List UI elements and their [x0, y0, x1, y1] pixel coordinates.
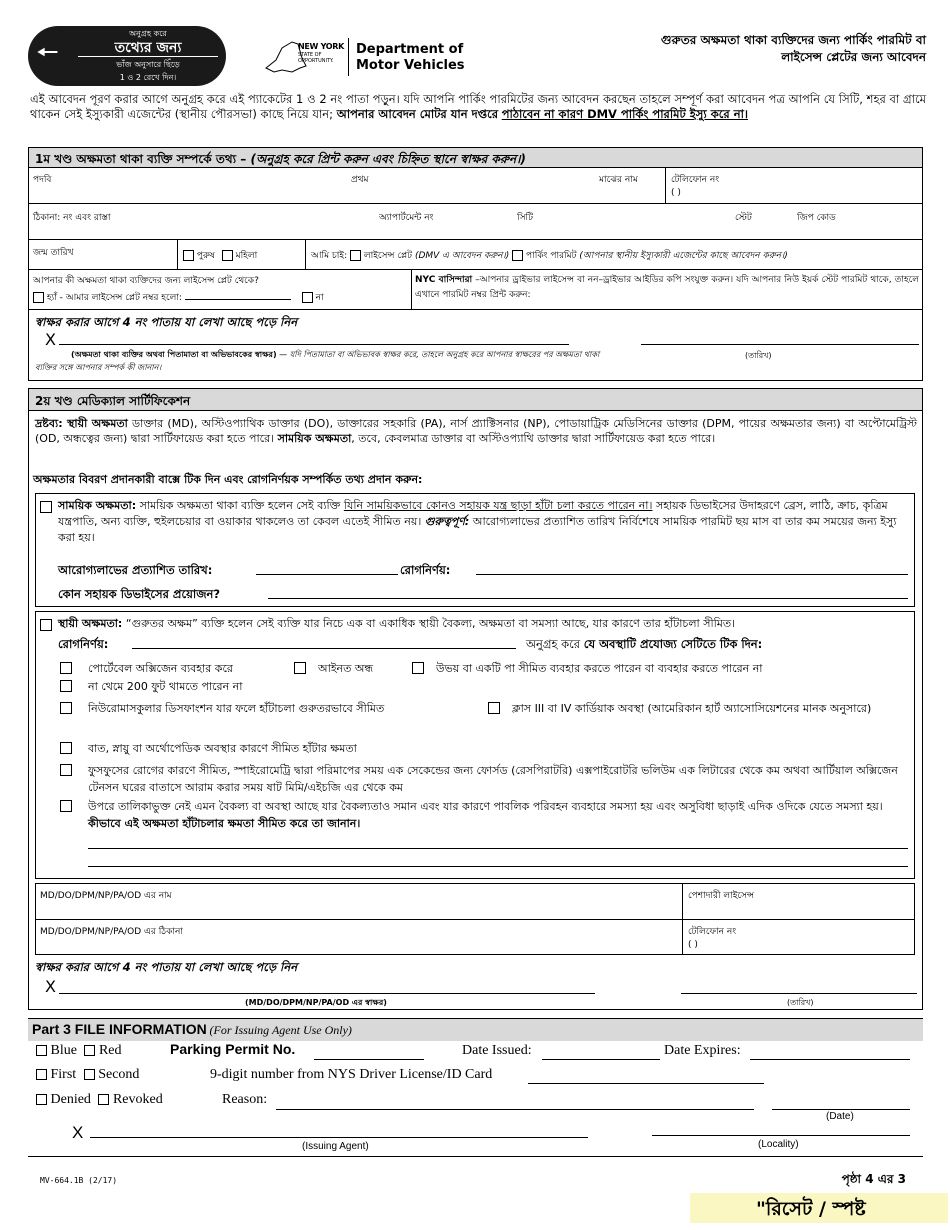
- applicant-signature-label: (অক্ষমতা থাকা ব্যক্তির অথবা পিতামাতা বা অভিভাবকের স্বাক্ষর): [71, 350, 277, 359]
- permanent-disability-box: [35, 611, 915, 879]
- doctor-info-table: [35, 883, 915, 955]
- apartment-label: অ্যাপার্টমেন্ট নং: [379, 213, 434, 223]
- address-label: ঠিকানা: নং এবং রাস্তা: [33, 213, 111, 223]
- want-divider: [305, 240, 306, 270]
- nine-digit-label: 9-digit number from NYS Driver License/ID Card: [210, 1067, 493, 1082]
- assistive-device-input[interactable]: [268, 598, 908, 599]
- red-checkbox[interactable]: [84, 1045, 95, 1056]
- phone-label: টেলিফোন নং: [671, 175, 720, 185]
- parking-permit-no-label: Parking Permit No.: [170, 1041, 296, 1057]
- sex-divider: [177, 240, 178, 270]
- temp-diagnosis-input[interactable]: [476, 574, 908, 575]
- no-plate-label: না: [315, 293, 324, 303]
- applicant-date-line[interactable]: [641, 344, 919, 345]
- yes-plate-checkbox[interactable]: [33, 292, 44, 303]
- revoked-checkbox[interactable]: [98, 1094, 109, 1105]
- perm-check-instruction: যে অবস্থাটি প্রযোজ্য সেটিতে টিক দিন:: [583, 637, 763, 651]
- doctor-date-line[interactable]: [681, 993, 917, 994]
- second-label: Second: [98, 1067, 140, 1082]
- applicant-signature-line[interactable]: [59, 344, 569, 345]
- doctor-address-label: MD/DO/DPM/NP/PA/OD এর ঠিকানা: [40, 927, 183, 937]
- cardiac-label: ক্লাস III বা IV কার্ডিয়াক অবস্থা (আমেরিকান হার্ট অ্যাসোসিয়েশনের মানক অনুসারে): [512, 702, 872, 715]
- state-label: স্টেট: [735, 213, 752, 223]
- dept-line-1: Department of: [356, 42, 464, 57]
- perm-please-label: অনুগ্রহ করে: [526, 637, 581, 651]
- blue-label: Blue: [50, 1043, 77, 1058]
- professional-license-label: পেশাদারী লাইসেন্স: [688, 891, 755, 901]
- permanent-disability-text: “গুরুতর অক্ষম” ব্যক্তি হলেন সেই ব্যক্তি যার নিচে এক বা একাধিক স্থায়ী বৈকল্য, অক্ষমতা বা সমস্যা আছে, যার কারণে তার হাঁটাচলা সীমিত।: [125, 617, 736, 630]
- revoked-label: Revoked: [112, 1092, 163, 1107]
- doctor-phone-label: টেলিফোন নং: [688, 927, 737, 937]
- issuing-agent-signature-line[interactable]: [90, 1137, 588, 1138]
- nyc-residents-label: NYC বাসিন্দারা: [415, 275, 473, 285]
- dept-name: [356, 42, 465, 74]
- temp-diagnosis-label: রোগনির্ণয়:: [400, 563, 451, 577]
- red-label: Red: [98, 1043, 122, 1058]
- reason-date-input[interactable]: [772, 1109, 910, 1110]
- temporary-disability-examples: সহায়ক ডিভাইসের উদাহরণে ব্রেস, লাঠি, ক্রাচ, কৃত্রিম যন্ত্রপাতি, অন্য ব্যক্তি, হুইলচেয়ার বা ওয়াকার থাকলেও তা কেবল এতেই সীমিত নয়।: [58, 499, 888, 528]
- yes-plate-label: হ্যাঁ - আমার লাইসেন্স প্লেট নম্বর হলো:: [46, 293, 182, 303]
- legs-checkbox[interactable]: [412, 662, 424, 674]
- part1-title: 1ম খণ্ড অক্ষমতা থাকা ব্যক্তি সম্পর্কে তথ্য –: [35, 152, 247, 166]
- ny-logo-line-1: NEW YORK: [298, 42, 345, 51]
- name-row: [29, 168, 922, 204]
- intro-text: এই আবেদন পূরণ করার আগে অনুগ্রহ করে এই প্যাকেটের 1 ও 2 নং পাতা পড়ুন। যদি আপনি পার্কিং পারমিটের জন্য আবেদন করছেন তাহলে সম্পূর্ণ করা আবেদন পত্র আপনি যে সিটি, শহর বা গ্রামে থাকেন সেই ইস্যুকারী এজেন্টের (স্থানীয় পৌরসভা) কাছে নিয়ে যান;: [30, 92, 926, 121]
- plate-question-row: [29, 270, 922, 310]
- ny-logo-line-2: STATE OF: [298, 52, 322, 58]
- reset-clear-button[interactable]: [690, 1193, 948, 1223]
- professional-license-input[interactable]: [686, 898, 912, 918]
- last-name-label: পদবি: [33, 175, 52, 185]
- temporary-disability-label: সাময়িক অক্ষমতা:: [58, 499, 137, 512]
- intro-bold-underline: পাঠাবেন না কারণ DMV পার্কিং পারমিট ইস্যু করে না।: [501, 107, 749, 121]
- nyc-divider: [411, 270, 412, 310]
- part3-header: [28, 1019, 923, 1041]
- locality-label: (Locality): [758, 1139, 799, 1150]
- part1-section: [28, 147, 923, 381]
- part2-header: 2য় খণ্ড মেডিক্যাল সার্টিফিকেশন: [29, 389, 922, 411]
- doctor-address-input[interactable]: [38, 934, 678, 952]
- male-checkbox[interactable]: [183, 250, 194, 261]
- doctor-date-label: (তারিখ): [787, 998, 814, 1007]
- license-plate-label: লাইসেন্স প্লেট: [363, 251, 413, 261]
- part1-sign-x: X: [45, 330, 56, 349]
- ny-logo-line-3: OPPORTUNITY.: [298, 58, 334, 64]
- reason-date-label: (Date): [826, 1111, 854, 1122]
- phone-divider: [665, 168, 666, 204]
- no-plate-checkbox[interactable]: [302, 292, 313, 303]
- city-label: সিটি: [517, 213, 533, 223]
- first-name-label: প্রথম: [351, 175, 369, 185]
- temporary-disability-box: [35, 493, 915, 607]
- doctor-phone-input[interactable]: [716, 934, 912, 952]
- part2-note-text: ডাক্তার (MD), অস্টিওপ্যাথিক ডাক্তার (DO), ডাক্তারের সহকারি (PA), নার্স প্র্যাক্টিসনার (NP), পোডায়াট্রিক মেডিসিনের ডাক্তার (DPM, পায়ের অক্ষমতার জন্য) বা অপ্টোমেট্রিস্ট (OD, অন্ধত্বের জন্য) দ্বারা সার্টিফায়েড করা হতে পারে।: [35, 417, 917, 445]
- intro-bold: আপনার আবেদন মোটর যান দপ্তরে: [336, 107, 499, 121]
- other-condition-checkbox[interactable]: [60, 800, 72, 812]
- badge-line-4: 1 ও 2 রেখে দিন।: [119, 73, 177, 82]
- dob-label: জন্ম তারিখ: [33, 248, 74, 258]
- lung-disease-checkbox[interactable]: [60, 764, 72, 776]
- address-input[interactable]: [31, 218, 919, 238]
- parking-permit-note: (আপনার স্থানীয় ইস্যুকারী এজেন্টের কাছে আবেদন করুন।): [579, 251, 788, 261]
- has-plate-question: আপনার কী অক্ষমতা থাকা ব্যক্তিদের জন্য লাইসেন্স প্লেট থেকে?: [33, 276, 259, 286]
- badge-line-1: অনুগ্রহ করে: [129, 29, 167, 38]
- want-label: আমি চাই:: [311, 251, 348, 261]
- license-plate-checkbox[interactable]: [350, 250, 361, 261]
- doctor-name-input[interactable]: [38, 898, 678, 918]
- neuromuscular-checkbox[interactable]: [60, 702, 72, 714]
- oxygen-checkbox[interactable]: [60, 662, 72, 674]
- middle-name-label: মাঝের নাম: [599, 175, 638, 185]
- part1-read-before-sign: স্বাক্ষর করার আগে 4 নং পাতায় যা লেখা আছে পড়ে নিন: [35, 315, 298, 329]
- logo-divider: [348, 38, 349, 76]
- license-plate-note: (DMV এ আবেদন করুন।): [414, 251, 510, 261]
- form-title-line-1: গুরুতর অক্ষমতা থাকা ব্যক্তিদের জন্য পার্কিং পারমিট বা: [660, 33, 926, 47]
- recovery-date-label: আরোগ্যলাভের প্রত্যাশিত তারিখ:: [58, 563, 213, 577]
- doctor-signature-line[interactable]: [59, 993, 595, 994]
- date-issued-input[interactable]: [542, 1059, 660, 1060]
- other-condition-input-line-1[interactable]: [88, 848, 908, 849]
- doctor-signature-label: (MD/DO/DPM/NP/PA/OD এর স্বাক্ষর): [245, 998, 387, 1007]
- other-condition-input-line-2[interactable]: [88, 866, 908, 867]
- phone-input[interactable]: [669, 178, 919, 202]
- dob-input[interactable]: [31, 252, 171, 268]
- reset-clear-label: "রিসেট / স্পষ্ট: [756, 1198, 866, 1220]
- part1-header: [29, 148, 922, 168]
- part2-read-before-sign: স্বাক্ষর করার আগে 4 নং পাতায় যা লেখা আছে পড়ে নিন: [35, 960, 298, 974]
- temporary-disability-checkbox[interactable]: [40, 501, 52, 513]
- date-expires-input[interactable]: [750, 1059, 910, 1060]
- temporary-disability-text: সাময়িক অক্ষমতা থাকা ব্যক্তি হলেন সেই ব্যক্তি: [139, 499, 341, 512]
- part3-title: Part 3 FILE INFORMATION: [32, 1021, 207, 1037]
- badge-line-2: তথ্যের জন্য: [78, 41, 218, 57]
- parking-permit-label: পার্কিং পারমিট: [526, 251, 577, 261]
- legs-label: উভয় বা একটি পা সীমিত ব্যবহার করতে পারেন বা ব্যবহার করতে পারেন না: [436, 662, 763, 675]
- permanent-disability-label: স্থায়ী অক্ষমতা:: [58, 617, 123, 630]
- 200ft-label: না থেমে 200 ফুট থামতে পারেন না: [88, 680, 243, 693]
- denied-label: Denied: [50, 1092, 91, 1107]
- phone-area-code: ( ): [671, 188, 681, 198]
- date-expires-label: Date Expires:: [664, 1043, 741, 1058]
- arthritic-checkbox[interactable]: [60, 742, 72, 754]
- oxygen-label: পোর্টেবেল অক্সিজেন ব্যবহার করে: [88, 662, 233, 675]
- badge-line-3: ভাঁজ অনুসারে ছিঁড়ে: [116, 60, 180, 69]
- important-text: আরোগ্যলাভের প্রত্যাশিত তারিখ নির্বিশেষে সাময়িক পারমিট ছয় মাস বা তার কম সময়ের জন্য ইস্যু করা হয়।: [58, 515, 897, 544]
- part3-section: [28, 1018, 923, 1156]
- page-number: পৃষ্ঠা 4 এর 3: [841, 1172, 906, 1186]
- important-label: গুরুত্বপূর্ণ:: [424, 515, 470, 528]
- date-issued-label: Date Issued:: [462, 1043, 532, 1058]
- intro-paragraph: [30, 92, 926, 122]
- doctor-phone-area-code: ( ): [688, 940, 698, 950]
- tear-badge: [28, 26, 226, 86]
- other-condition-instruction: কীভাবে এই অক্ষমতা হাঁটাচলার ক্ষমতা সীমিত করে তা জানান।: [88, 817, 361, 830]
- first-label: First: [50, 1067, 77, 1082]
- part2-note-bold-2: সাময়িক অক্ষমতা: [277, 432, 352, 445]
- legally-blind-label: আইনত অন্ধ: [318, 662, 374, 675]
- part3-sign-x: X: [72, 1123, 84, 1142]
- part3-bottom-rule: [28, 1156, 923, 1157]
- 200ft-checkbox[interactable]: [60, 680, 72, 692]
- name-input[interactable]: [31, 178, 661, 202]
- ny-state-logo: [262, 38, 352, 78]
- denied-checkbox[interactable]: [36, 1094, 47, 1105]
- locality-line[interactable]: [652, 1135, 910, 1136]
- part2-instruction: অক্ষমতার বিবরণ প্রদানকারী বাক্সে টিক দিন এবং রোগনির্ণয়ক সম্পর্কিত তথ্য প্রদান করুন:: [33, 473, 423, 486]
- neuromuscular-label: নিউরোমাসকুলার ডিসফাংশন যার ফলে হাঁটাচলা গুরুতরভাবে সীমিত: [88, 702, 385, 715]
- lung-disease-label: ফুসফুসের রোগের কারণে সীমিত, স্পাইরোমেট্রি দ্বারা পরিমাপের সময় এক সেকেন্ডের জন্য ফোর্সড (রেসপিরাটরি) এক্সপাইরোটরি ভলিউম এক লিটারের থেকে কম অথবা আর্টিয়াল অক্সিজেন টেনসন ঘরের বাতাসে আরাম করার সময় ষাট মিমি/এইচজি এর থেকে কম: [88, 764, 898, 794]
- male-label: পুরুষ: [196, 251, 215, 261]
- parking-permit-checkbox[interactable]: [512, 250, 523, 261]
- cardiac-checkbox[interactable]: [488, 702, 500, 714]
- parking-permit-no-input[interactable]: [314, 1059, 424, 1060]
- female-checkbox[interactable]: [222, 250, 233, 261]
- part2-sign-x: X: [45, 977, 56, 996]
- form-title-line-2: লাইসেন্স প্লেটের জন্য আবেদন: [781, 50, 926, 64]
- permanent-disability-checkbox[interactable]: [40, 619, 52, 631]
- first-checkbox[interactable]: [36, 1069, 47, 1080]
- arthritic-label: বাত, স্নায়ু বা অর্থোপেডিক অবস্থার কারণে সীমিত হাঁটার ক্ষমতা: [88, 742, 357, 755]
- address-row: [29, 204, 922, 240]
- doctor-name-label: MD/DO/DPM/NP/PA/OD এর নাম: [40, 891, 172, 901]
- assistive-device-label: কোন সহায়ক ডিভাইসের প্রয়োজন?: [58, 587, 221, 601]
- dob-row: [29, 240, 922, 270]
- form-title: [661, 32, 926, 66]
- recovery-date-input[interactable]: [256, 574, 398, 575]
- perm-diagnosis-label: রোগনির্ণয়:: [58, 637, 109, 651]
- part2-section: [28, 388, 923, 1010]
- reason-label: Reason:: [222, 1092, 268, 1107]
- nine-digit-input[interactable]: [528, 1083, 764, 1084]
- part3-subtitle: (For Issuing Agent Use Only): [209, 1023, 352, 1037]
- dept-line-2: Motor Vehicles: [356, 58, 465, 73]
- arrow-left-icon: 🠔: [36, 38, 59, 68]
- reason-input[interactable]: [276, 1109, 754, 1110]
- issuing-agent-label: (Issuing Agent): [302, 1141, 369, 1152]
- other-condition-label: উপরে তালিকাভুক্ত নেই এমন বৈকল্য বা অবস্থা আছে যার বৈকল্যতাও সমান এবং যার কারণে পাবলিক পরিবহন ব্যবহারে সমস্যা হয় এবং অসুবিধা ছাড়াই এদিক ওদিকে যেতে সমস্যা হয়।: [88, 800, 883, 813]
- part2-note-bold: দ্রষ্টব্য: স্থায়ী অক্ষমতা: [35, 417, 128, 430]
- part1-subtitle: (অনুগ্রহ করে প্রিন্ট করুন এবং চিহ্নিত স্থানে স্বাক্ষর করুন।): [250, 152, 526, 166]
- nyc-residents-text: –আপনার ড্রাইভার লাইসেন্স বা নন–ড্রাইভার আইডির কপি সংযুক্ত করুন। যদি আপনার নিউ ইয়র্ক স্টেট পারমিট থাকে, তাহলে এখানে পারমিট নম্বর প্রিন্ট করুন:: [415, 275, 919, 300]
- second-checkbox[interactable]: [84, 1069, 95, 1080]
- nyc-permit-number-input[interactable]: [769, 294, 919, 308]
- doctor-table-row-divider: [36, 919, 914, 920]
- part2-note: [35, 416, 917, 446]
- zip-label: জিপ কোড: [797, 213, 836, 223]
- applicant-signature-note: — যদি পিতামাতা বা অভিভাবক স্বাক্ষর করে, তাহলে অনুগ্রহ করে আপনার স্বাক্ষরের পর অক্ষমতা থাকা ব্যক্তির সঙ্গে আপনার সম্পর্ক কী জানান।: [35, 350, 600, 372]
- applicant-date-label: (তারিখ): [745, 351, 772, 360]
- doctor-table-col-divider: [682, 884, 683, 954]
- form-id: MV-664.1B (2/17): [40, 1176, 118, 1185]
- legally-blind-checkbox[interactable]: [294, 662, 306, 674]
- female-label: মহিলা: [235, 251, 258, 261]
- blue-checkbox[interactable]: [36, 1045, 47, 1056]
- temporary-disability-underline: যিনি সাময়িকভাবে কোনও সহায়ক যন্ত্র ছাড়া হাঁটা চলা করতে পারেন না।: [343, 499, 653, 512]
- perm-diagnosis-input[interactable]: [132, 648, 516, 649]
- plate-number-input[interactable]: [185, 290, 291, 300]
- part2-note-text-2: , তবে, কেবলমাত্র ডাক্তার বা অস্টিওপ্যাথি ডাক্তার দ্বারা সার্টিফায়েড করা হতে পারে।: [351, 432, 716, 445]
